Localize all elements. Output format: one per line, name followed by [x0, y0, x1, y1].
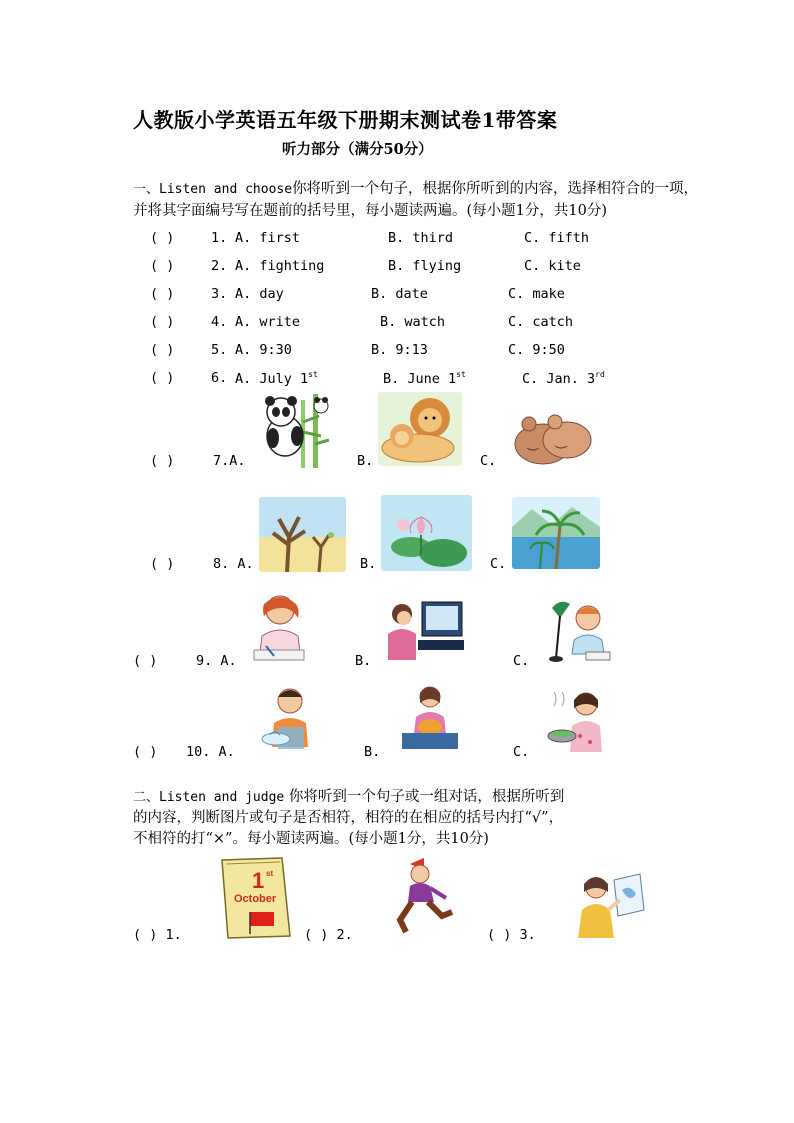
q4-option-b-text: B. watch — [380, 314, 446, 330]
palm-tree-icon — [512, 497, 600, 569]
question-row-4 — [0, 314, 794, 334]
q1-option-b-text: B. third — [388, 230, 454, 246]
judge-2-label[interactable]: ( ) 2. — [304, 927, 353, 943]
q7-b: B. — [357, 453, 374, 469]
q2-option-a — [235, 258, 324, 274]
q7-bracket[interactable]: ( ) — [150, 453, 175, 469]
question-row-1 — [0, 230, 794, 250]
q6-option-b — [383, 370, 466, 387]
q7-c: C. — [480, 453, 497, 469]
q6-num-text: 6. — [211, 370, 228, 386]
q1-option-c-text: C. fifth — [524, 230, 590, 246]
section2-heading-en: 二、Listen and judge — [133, 790, 285, 805]
q10-num: 10. A. — [186, 744, 235, 760]
page-title: 人教版小学英语五年级下册期末测试卷1带答案 — [133, 108, 558, 132]
q3-bracket[interactable] — [150, 286, 174, 302]
q9-c: C. — [513, 653, 530, 669]
q5-bracket-text: ( ) — [150, 342, 175, 358]
question-row-3 — [0, 286, 794, 306]
q6-num — [211, 370, 227, 386]
q5-num-text: 5. — [211, 342, 228, 358]
calendar-month: October — [234, 893, 277, 905]
section2-instructions-line3: 不相符的打“×”。每小题读两遍。(每小题1分，共10分) — [133, 831, 489, 847]
q2-num-text: 2. — [211, 258, 228, 274]
q1-bracket-text: ( ) — [150, 230, 175, 246]
question-row-5 — [0, 342, 794, 362]
q2-option-c — [524, 258, 581, 274]
q4-option-a-text: A. write — [235, 314, 301, 330]
q8-num: 8. A. — [213, 556, 254, 572]
q1-option-b — [388, 230, 453, 246]
boy-lamp-icon — [546, 596, 616, 664]
boy-running-icon — [390, 856, 458, 940]
section1-instructions: 并将其字面编号写在题前的括号里，每小题读两遍。(每小题1分，共10分) — [133, 203, 607, 219]
girl-painting-icon — [568, 870, 646, 940]
question-row-6 — [0, 370, 794, 390]
q2-num — [211, 258, 227, 274]
q3-num — [211, 286, 227, 302]
q4-bracket-text: ( ) — [150, 314, 175, 330]
section1-heading-en: 一、Listen and choose — [133, 182, 293, 197]
q5-option-a — [235, 342, 292, 358]
section1-heading — [133, 178, 698, 201]
q4-option-c — [508, 314, 573, 330]
q2-bracket[interactable] — [150, 258, 174, 274]
q4-bracket[interactable] — [150, 314, 174, 330]
q2-option-c-text: C. kite — [524, 258, 581, 274]
q10-c: C. — [513, 744, 530, 760]
q10-bracket[interactable]: ( ) — [133, 744, 158, 760]
q3-option-a-text: A. day — [235, 286, 284, 302]
q1-option-a-text: A. first — [235, 230, 301, 246]
q2-option-a-text: A. fighting — [235, 258, 325, 274]
q1-option-c — [524, 230, 589, 246]
page-subtitle: 听力部分（满分50分） — [282, 141, 433, 158]
q6-option-b-text: B. June 1 — [383, 371, 457, 387]
q6-bracket-text: ( ) — [150, 370, 175, 386]
q3-bracket-text: ( ) — [150, 286, 175, 302]
q3-option-b — [371, 286, 428, 302]
q1-num-text: 1. — [211, 230, 228, 246]
q5-option-b-text: B. 9:13 — [371, 342, 428, 358]
q6-option-a-suffix: st — [308, 370, 318, 379]
q8-c: C. — [490, 556, 507, 572]
q9-bracket[interactable]: ( ) — [133, 653, 158, 669]
q8-b: B. — [360, 556, 377, 572]
q4-option-a — [235, 314, 300, 330]
section2-heading-cn: 你将听到一个句子或一组对话，根据所听到 — [284, 789, 565, 805]
boy-washing-icon — [254, 683, 331, 756]
q6-option-c-text: C. Jan. 3 — [522, 371, 596, 387]
girl-writing-icon — [244, 590, 316, 664]
q6-option-c — [522, 370, 605, 387]
q3-num-text: 3. — [211, 286, 228, 302]
q2-option-b-text: B. flying — [388, 258, 462, 274]
q6-option-b-suffix: st — [456, 370, 466, 379]
panda-icon — [255, 392, 343, 468]
q1-bracket[interactable] — [150, 230, 174, 246]
q4-option-b — [380, 314, 445, 330]
q4-option-c-text: C. catch — [508, 314, 574, 330]
q3-option-c-text: C. make — [508, 286, 565, 302]
q5-option-a-text: A. 9:30 — [235, 342, 292, 358]
q6-bracket[interactable] — [150, 370, 174, 386]
judge-1-label[interactable]: ( ) 1. — [133, 927, 182, 943]
q3-option-a — [235, 286, 284, 302]
section1-heading-cn: 你将听到一个句子，根据你所听到的内容，选择相符合的一项， — [292, 181, 699, 197]
q5-bracket[interactable] — [150, 342, 174, 358]
q9-b: B. — [355, 653, 372, 669]
calendar-day: 1 — [252, 868, 265, 893]
girl-cooking-icon — [546, 686, 610, 756]
q10-b: B. — [364, 744, 381, 760]
judge-3-label[interactable]: ( ) 3. — [487, 927, 536, 943]
lions-icon — [378, 392, 462, 466]
q7-num: 7.A. — [213, 453, 246, 469]
q6-option-a — [235, 370, 318, 387]
q6-option-a-text: A. July 1 — [235, 371, 309, 387]
q6-option-c-suffix: rd — [595, 370, 605, 379]
section2-instructions-line2: 的内容，判断图片或句子是否相符，相符的在相应的括号内打“√”， — [133, 810, 564, 826]
q5-option-b — [371, 342, 428, 358]
q3-option-c — [508, 286, 565, 302]
q9-num: 9. A. — [196, 653, 237, 669]
q4-num-text: 4. — [211, 314, 228, 330]
q5-option-c-text: C. 9:50 — [508, 342, 565, 358]
q5-num — [211, 342, 227, 358]
q8-bracket[interactable]: ( ) — [150, 556, 175, 572]
q4-num — [211, 314, 227, 330]
bare-tree-icon — [259, 497, 346, 572]
girl-cat-icon — [396, 683, 462, 751]
q1-num — [211, 230, 227, 246]
section2-heading — [133, 786, 564, 809]
question-row-2 — [0, 258, 794, 278]
q1-option-a — [235, 230, 300, 246]
q5-option-c — [508, 342, 565, 358]
q3-option-b-text: B. date — [371, 286, 428, 302]
q2-option-b — [388, 258, 461, 274]
lotus-icon — [381, 495, 472, 571]
bears-icon — [507, 398, 595, 468]
calendar-day-suffix: st — [266, 869, 274, 878]
q2-bracket-text: ( ) — [150, 258, 175, 274]
calendar-icon — [218, 856, 294, 940]
girl-computer-icon — [382, 594, 468, 664]
